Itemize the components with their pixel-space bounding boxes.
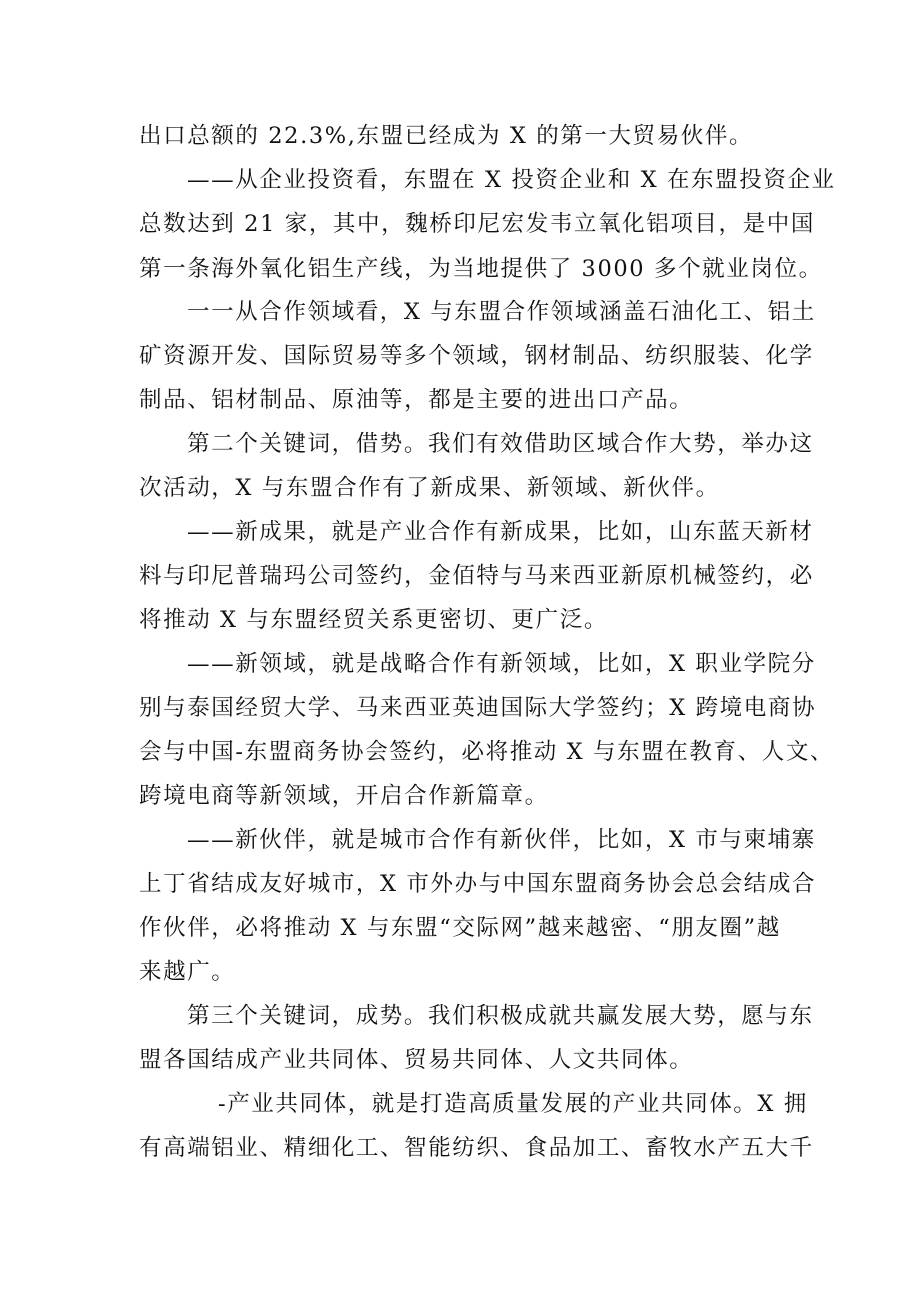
text-line: 跨境电商等新领域，开启合作新篇章。	[139, 783, 549, 809]
text-line: 来越广。	[139, 959, 236, 985]
text-line: 有高端铝业、精细化工、智能纺织、食品加工、畜牧水产五大千	[139, 1135, 814, 1161]
text-line: 将推动 X 与东盟经贸关系更密切、更广泛。	[139, 607, 608, 633]
text-line: 盟各国结成产业共同体、贸易共同体、人文共同体。	[139, 1047, 694, 1073]
text-line: 料与印尼普瑞玛公司签约，金佰特与马来西亚新原机械签约，必	[139, 563, 814, 589]
text-line: 会与中国-东盟商务协会签约，必将推动 X 与东盟在教育、人文、	[139, 739, 835, 765]
text-line: ——从企业投资看，东盟在 X 投资企业和 X 在东盟投资企业	[187, 167, 836, 193]
text-line: 矿资源开发、国际贸易等多个领域，钢材制品、纺织服装、化学	[139, 343, 814, 369]
text-line: 第三个关键词，成势。我们积极成就共赢发展大势，愿与东	[187, 1003, 814, 1029]
text-line: -产业共同体，就是打造高质量发展的产业共同体。X 拥	[218, 1091, 808, 1117]
text-line: 制品、铝材制品、原油等，都是主要的进出口产品。	[139, 387, 694, 413]
text-line: 总数达到 21 家，其中，魏桥印尼宏发韦立氧化铝项目，是中国	[139, 211, 815, 237]
text-line: 次活动，X 与东盟合作有了新成果、新领域、新伙伴。	[139, 475, 720, 501]
text-line: ——新领域，就是战略合作有新领域，比如，X 职业学院分	[187, 651, 816, 677]
text-line: 上丁省结成友好城市，X 市外办与中国东盟商务协会总会结成合	[139, 871, 817, 897]
text-line: ——新伙伴，就是城市合作有新伙伴，比如，X 市与柬埔寨	[187, 827, 816, 853]
text-line: 一一从合作领域看，X 与东盟合作领域涵盖石油化工、铝土	[187, 299, 816, 325]
text-line: 别与泰国经贸大学、马来西亚英迪国际大学签约；X 跨境电商协	[139, 695, 817, 721]
text-line: 出口总额的 22.3%,东盟已经成为 X 的第一大贸易伙伴。	[139, 123, 754, 149]
text-line: 作伙伴，必将推动 X 与东盟“交际网”越来越密、“朋友圈”越	[139, 915, 781, 941]
text-line: 第一条海外氧化铝生产线，为当地提供了 3000 多个就业岗位。	[139, 256, 823, 282]
text-line: ——新成果，就是产业合作有新成果，比如，山东蓝天新材	[187, 519, 814, 545]
text-line: 第二个关键词，借势。我们有效借助区域合作大势，举办这	[187, 431, 814, 457]
